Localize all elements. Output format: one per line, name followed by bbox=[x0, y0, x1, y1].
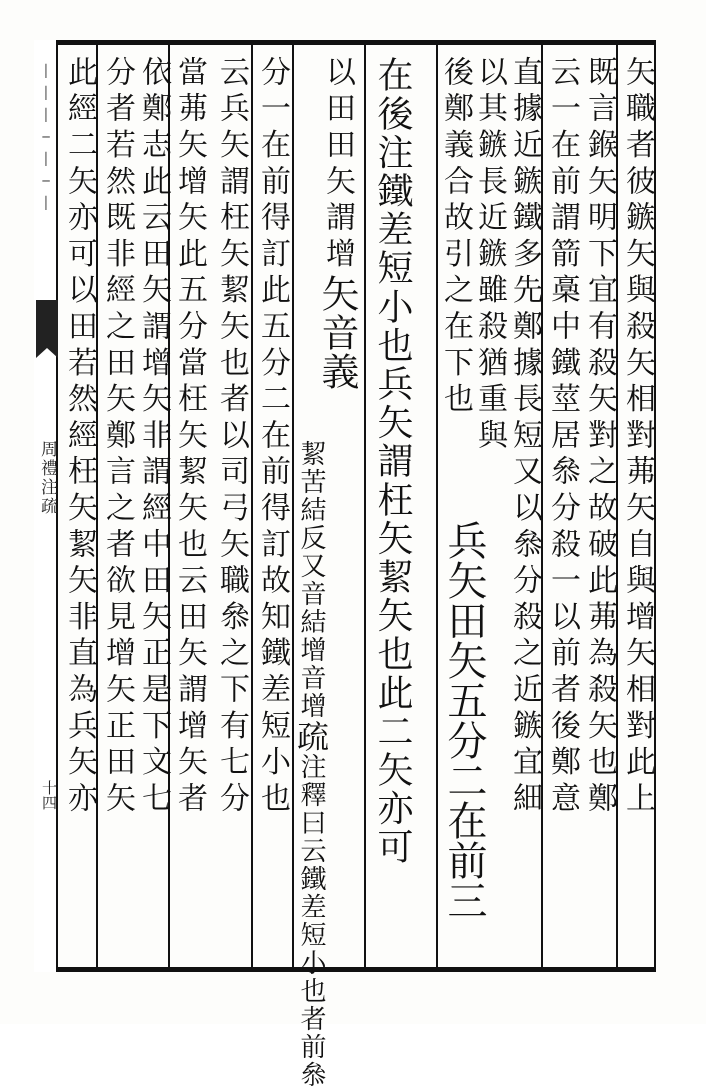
page-number: 十四 bbox=[40, 780, 58, 810]
text-run: 絜苦結反又音結增音增 bbox=[296, 440, 326, 720]
text-column: 後鄭義合故引之在下也 bbox=[438, 56, 473, 419]
text-column: 依鄭志此云田矢謂增矢非謂經中田矢正是下文七 bbox=[136, 56, 171, 819]
text-column: 以其鏃長近鏃雖殺猶重與 bbox=[472, 56, 507, 456]
text-column: 矢職者彼鏃矢與殺矢相對茀矢自與增矢相對此上 bbox=[620, 56, 655, 819]
text-column-large: 兵矢田矢五分二在前三 bbox=[441, 520, 487, 920]
text-run: 以田田矢謂增 bbox=[320, 56, 355, 274]
fish-tail-mark-icon bbox=[36, 300, 58, 348]
text-column: 云一在前謂箭槀中鐵莖居叅分殺一以前者後鄭意 bbox=[545, 56, 580, 819]
text-run-large: 矢音義 bbox=[315, 273, 359, 391]
text-column: 既言鍭矢明下宜有殺矢對之故破此茀為殺矢也鄭 bbox=[582, 56, 617, 819]
fold-tick-marks: │ │ │ ─ │ ─ │ bbox=[42, 64, 50, 210]
text-column: 當茀矢增矢此五分當枉矢絜矢也云田矢謂增矢者 bbox=[172, 56, 207, 819]
text-column: 直據近鏃鐵多先鄭據長短又以叅分殺之近鏃宜細 bbox=[507, 56, 542, 819]
text-column: 此經二矢亦可以田若然經枉矢絜矢非直為兵矢亦 bbox=[62, 56, 97, 819]
text-column: 云兵矢謂枉矢絜矢也者以司弓矢職叅之下有七分 bbox=[214, 56, 249, 819]
text-run: 注釋曰云鐵差短小也者前叅 bbox=[296, 753, 326, 1089]
book-title: 周禮注疏 bbox=[37, 440, 57, 516]
text-column bbox=[292, 440, 330, 1089]
text-run-large: 疏 bbox=[292, 720, 330, 753]
text-column-large: 在後注鐵差短小也兵矢謂枉矢絜矢也此二矢亦可 bbox=[372, 56, 413, 867]
text-column: 分者若然既非經之田矢鄭言之者欲見增矢正田矢 bbox=[100, 56, 135, 819]
text-column: 分一在前得訂此五分二在前得訂故知鐵差短小也 bbox=[255, 56, 290, 819]
